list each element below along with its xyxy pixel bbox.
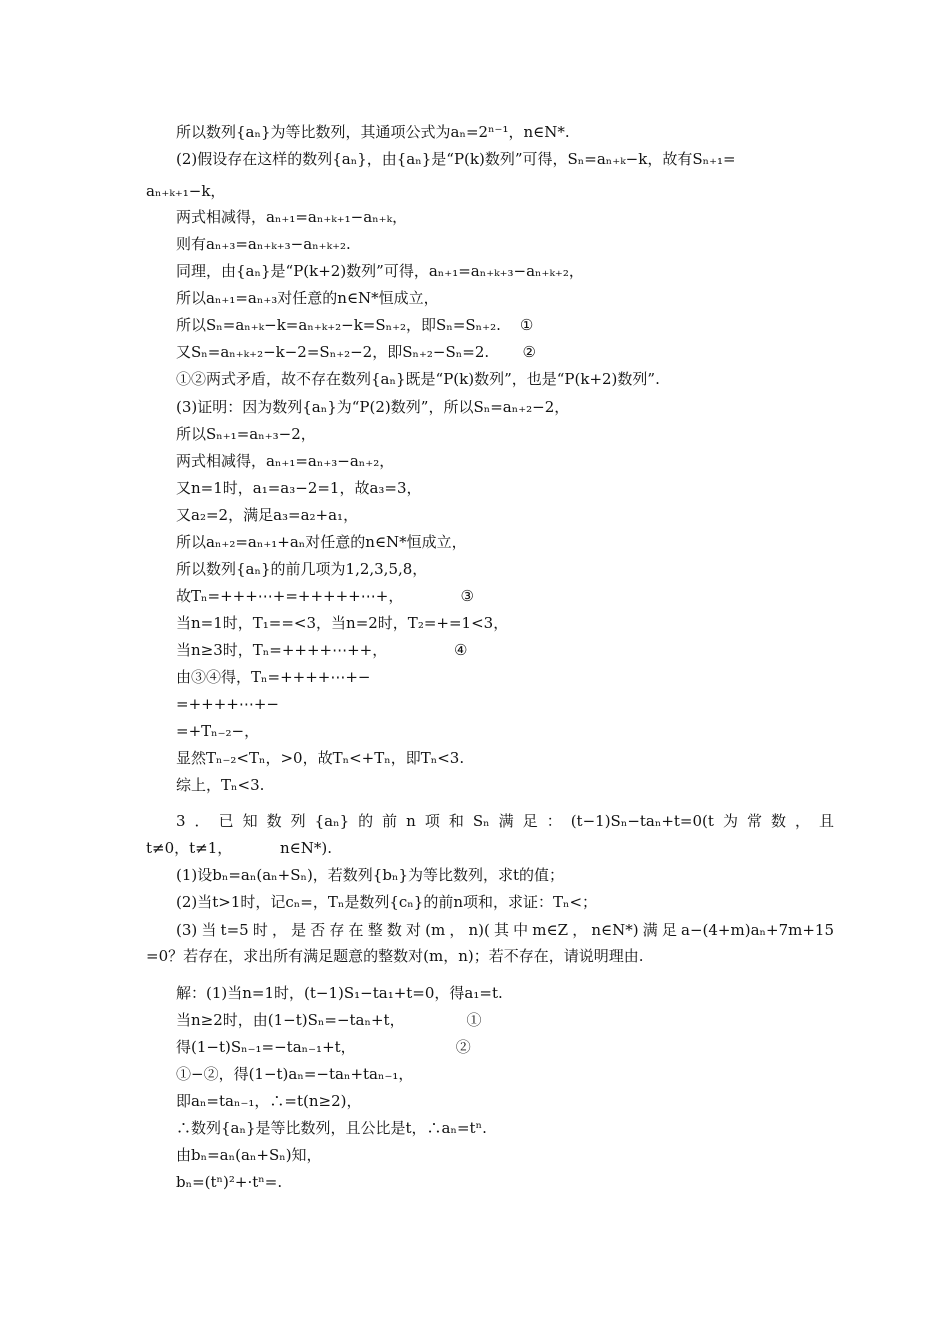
text-line: 两式相减得，aₙ₊₁=aₙ₊ₖ₊₁−aₙ₊ₖ，: [176, 208, 408, 226]
text-line: ①−②，得(1−t)aₙ=−taₙ+taₙ₋₁，: [176, 1065, 414, 1083]
text-line: ①②两式矛盾，故不存在数列{aₙ}既是“P(k)数列”，也是“P(k+2)数列”.: [176, 370, 660, 388]
text-line: 所以数列{aₙ}为等比数列，其通项公式为aₙ=2ⁿ⁻¹，n∈N*.: [176, 123, 570, 141]
text-line: 当n=1时，T₁==<3，当n=2时，T₂=+=1<3，: [176, 614, 509, 632]
text-line: 所以aₙ₊₁=aₙ₊₃对任意的n∈N*恒成立，: [176, 289, 439, 307]
text-line: 综上，Tₙ<3.: [176, 776, 265, 794]
text-line: 所以aₙ₊₂=aₙ₊₁+aₙ对任意的n∈N*恒成立，: [176, 533, 467, 551]
text-line: (1)设bₙ=aₙ(aₙ+Sₙ)，若数列{bₙ}为等比数列，求t的值；: [176, 866, 565, 884]
text-line: bₙ=(tⁿ)²+·tⁿ=.: [176, 1173, 283, 1191]
text-line: 当n≥3时，Tₙ=++++⋯++， ④: [176, 641, 468, 659]
text-line: 得(1−t)Sₙ₋₁=−taₙ₋₁+t， ②: [176, 1038, 471, 1056]
text-line: ∴数列{aₙ}是等比数列，且公比是t，∴aₙ=tⁿ.: [176, 1119, 487, 1137]
problem-3-statement: 3．已知数列{aₙ}的前n项和Sₙ满足：(t−1)Sₙ−taₙ+t=0(t为常数，且: [176, 812, 834, 830]
text-line: 又Sₙ=aₙ₊ₖ₊₂−k−2=Sₙ₊₂−2，即Sₙ₊₂−Sₙ=2. ②: [176, 343, 536, 361]
text-line: 又n=1时，a₁=a₃−2=1，故a₃=3，: [176, 479, 422, 497]
text-line: =0？若存在，求出所有满足题意的整数对(m，n)；若不存在，请说明理由.: [146, 947, 644, 965]
text-line: 所以数列{aₙ}的前几项为1,2,3,5,8，: [176, 560, 428, 578]
text-line: t≠0，t≠1， n∈N*).: [146, 839, 332, 857]
text-line: 当n≥2时，由(1−t)Sₙ=−taₙ+t， ①: [176, 1011, 482, 1029]
text-line: 由bₙ=aₙ(aₙ+Sₙ)知，: [176, 1146, 322, 1164]
text-line: (2)当t>1时，记cₙ=，Tₙ是数列{cₙ}的前n项和，求证：Tₙ<；: [176, 893, 598, 911]
text-line: 所以Sₙ=aₙ₊ₖ−k=aₙ₊ₖ₊₂−k=Sₙ₊₂，即Sₙ=Sₙ₊₂. ①: [176, 316, 534, 334]
text-line: 则有aₙ₊₃=aₙ₊ₖ₊₃−aₙ₊ₖ₊₂.: [176, 235, 351, 253]
text-line: aₙ₊ₖ₊₁−k，: [146, 182, 226, 200]
text-line: 故Tₙ=+++⋯+=+++++⋯+， ③: [176, 587, 474, 605]
text-line: =++++⋯+−: [176, 695, 279, 713]
text-line: (2)假设存在这样的数列{aₙ}，由{aₙ}是“P(k)数列”可得，Sₙ=aₙ₊ₖ−k，故有Sₙ₊₁=: [176, 150, 736, 168]
text-line: (3)证明：因为数列{aₙ}为“P(2)数列”，所以Sₙ=aₙ₊₂−2，: [176, 398, 570, 416]
text-line: 显然Tₙ₋₂<Tₙ，>0，故Tₙ<+Tₙ，即Tₙ<3.: [176, 749, 465, 767]
text-line: 解：(1)当n=1时，(t−1)S₁−ta₁+t=0，得a₁=t.: [176, 984, 503, 1002]
text-line: =+Tₙ₋₂−，: [176, 722, 260, 740]
text-line: 两式相减得，aₙ₊₁=aₙ₊₃−aₙ₊₂，: [176, 452, 395, 470]
text-line: 又a₂=2，满足a₃=a₂+a₁，: [176, 506, 359, 524]
text-line: 由③④得，Tₙ=++++⋯+−: [176, 668, 371, 686]
text-line: 所以Sₙ₊₁=aₙ₊₃−2，: [176, 425, 316, 443]
text-line: (3)当t=5时，是否存在整数对(m，n)(其中m∈Z，n∈N*)满足a−(4+m)aₙ+7m+15: [176, 921, 834, 939]
text-line: 同理，由{aₙ}是“P(k+2)数列”可得，aₙ₊₁=aₙ₊ₖ₊₃−aₙ₊ₖ₊₂，: [176, 262, 584, 280]
text-line: 即aₙ=taₙ₋₁，∴=t(n≥2)，: [176, 1092, 362, 1110]
